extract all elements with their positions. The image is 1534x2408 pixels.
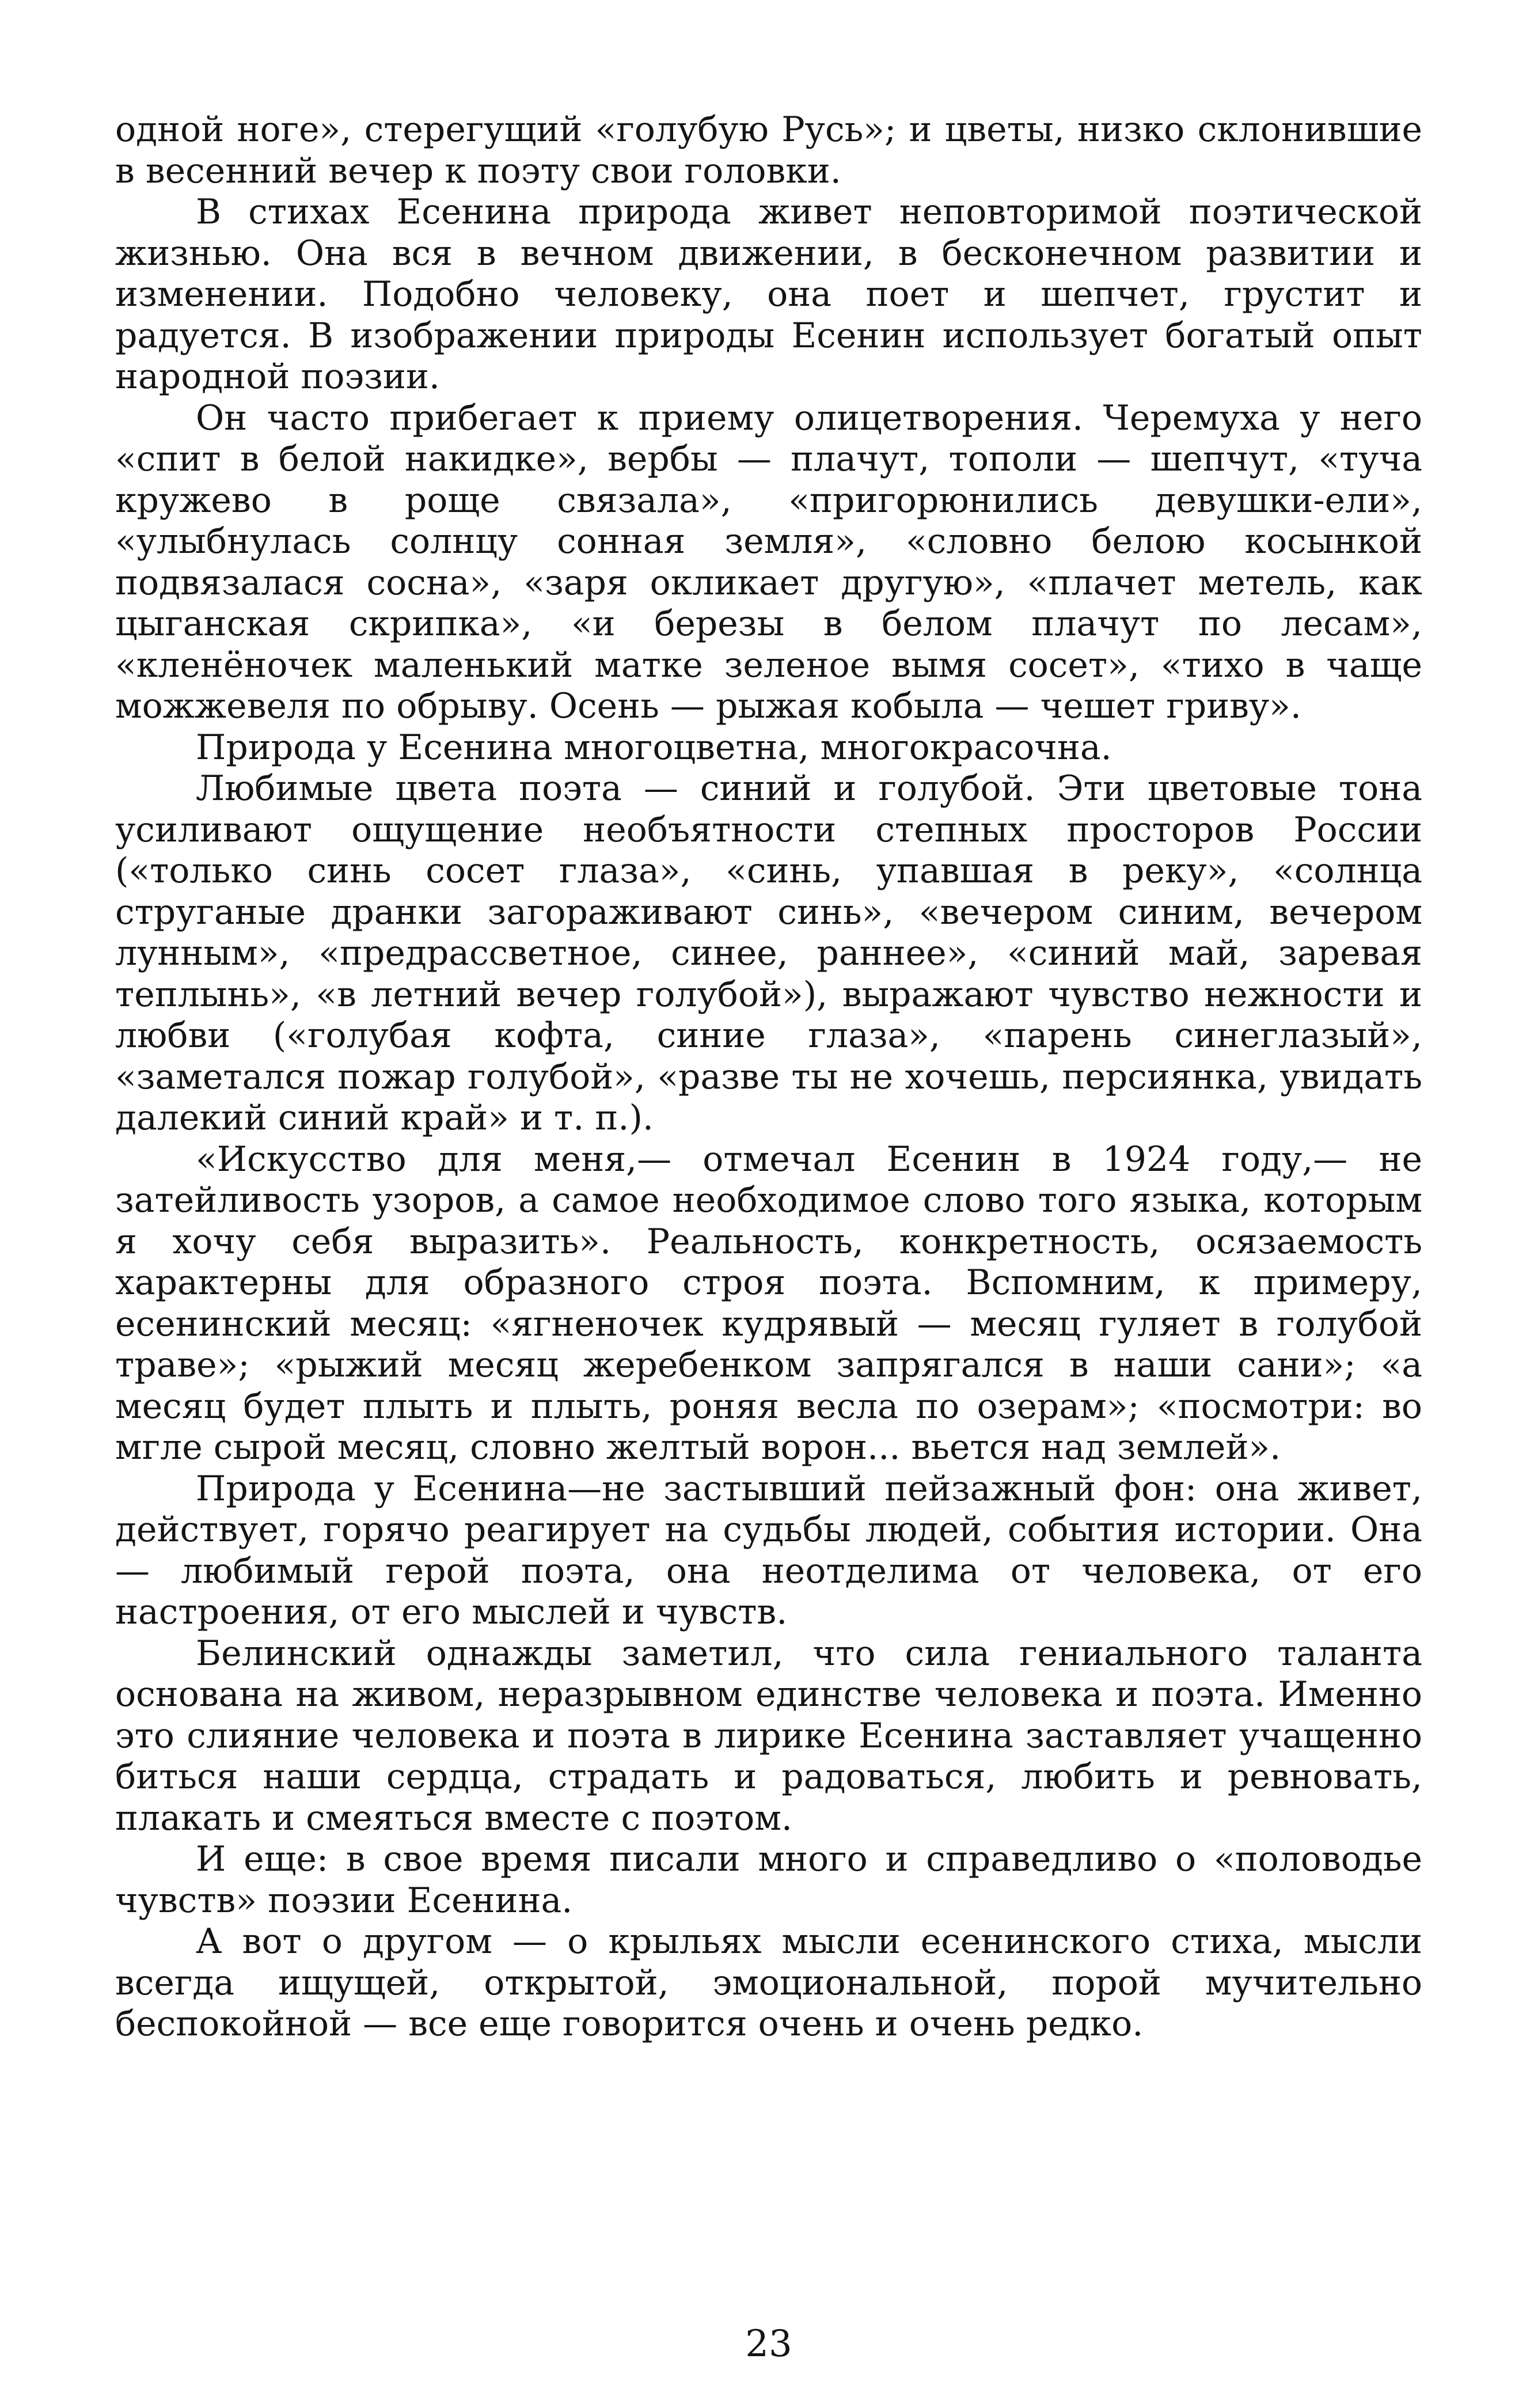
page-number: 23 bbox=[745, 2323, 792, 2365]
paragraph-4: Природа у Есенина многоцветна, многокрасочна. bbox=[196, 727, 1112, 768]
paragraph-8: Белинский однажды заметил, что сила гениального таланта основана на живом, неразрывном единстве человека и поэта. Именно это слияние человека и поэта в лирике Есенина заставляет учащенно биться наши сердца, страдать и радоваться, любить и ревновать, плакать и смеяться вместе с поэтом. bbox=[115, 1633, 1422, 1838]
paragraph-6: «Искусство для меня,— отмечал Есенин в 1924 году,— не затейливость узоров, а самое необходимое слово того языка, которым я хочу себя выразить». Реальность, конкретность, осязаемость характерны для образного строя поэта. Вспомним, к примеру, есенинский месяц: «ягненочек кудрявый — месяц гуляет в голубой траве»; «рыжий месяц жеребенком запрягался в наши сани»; «а месяц будет плыть и плыть, роняя весла по озерам»; «посмотри: во мгле сырой месяц, словно желтый ворон... вьется над землей». bbox=[115, 1139, 1422, 1467]
paragraph-1: одной ноге», стерегущий «голубую Русь»; и цветы, низко склонившие в весенний вечер к поэту свои головки. bbox=[115, 109, 1422, 191]
paragraph-10: А вот о другом — о крыльях мысли есенинского стиха, мысли всегда ищущей, открытой, эмоциональной, порой мучительно беспокойной — все еще говорится очень и очень редко. bbox=[115, 1921, 1422, 2044]
paragraph-7: Природа у Есенина—не застывший пейзажный фон: она живет, действует, горячо реагирует на судьбы людей, события истории. Она — любимый герой поэта, она неотделима от человека, от его настроения, от его мыслей и чувств. bbox=[115, 1468, 1422, 1632]
paragraph-5: Любимые цвета поэта — синий и голубой. Эти цветовые тона усиливают ощущение необъятности степных просторов России («только синь сосет глаза», «синь, упавшая в реку», «солнца струганые дранки загораживают синь», «вечером синим, вечером лунным», «предрассветное, синее, раннее», «синий май, заревая теплынь», «в летний вечер голубой»), выражают чувство нежности и любви («голубая кофта, синие глаза», «парень синеглазый», «заметался пожар голубой», «разве ты не хочешь, персиянка, увидать далекий синий край» и т. п.). bbox=[115, 768, 1422, 1138]
paragraph-9: И еще: в свое время писали много и справедливо о «половодье чувств» поэзии Есенина. bbox=[115, 1839, 1422, 1921]
paragraph-3: Он часто прибегает к приему олицетворения. Черемуха у него «спит в белой накидке», вербы — плачут, тополи — шепчут, «туча кружево в роще связала», «пригорюнились девушки-ели», «улыбнулась солнцу сонная земля», «словно белою косынкой подвязалася сосна», «заря окликает другую», «плачет метель, как цыганская скрипка», «и березы в белом плачут по лесам», «кленёночек маленький матке зеленое вымя сосет», «тихо в чаще можжевеля по обрыву. Осень — рыжая кобыла — чешет гриву». bbox=[115, 397, 1422, 726]
paragraph-2: В стихах Есенина природа живет неповторимой поэтической жизнью. Она вся в вечном движении, в бесконечном развитии и изменении. Подобно человеку, она поет и шепчет, грустит и радуется. В изображении природы Есенин использует богатый опыт народной поэзии. bbox=[115, 192, 1422, 397]
book-page bbox=[115, 109, 1422, 2365]
